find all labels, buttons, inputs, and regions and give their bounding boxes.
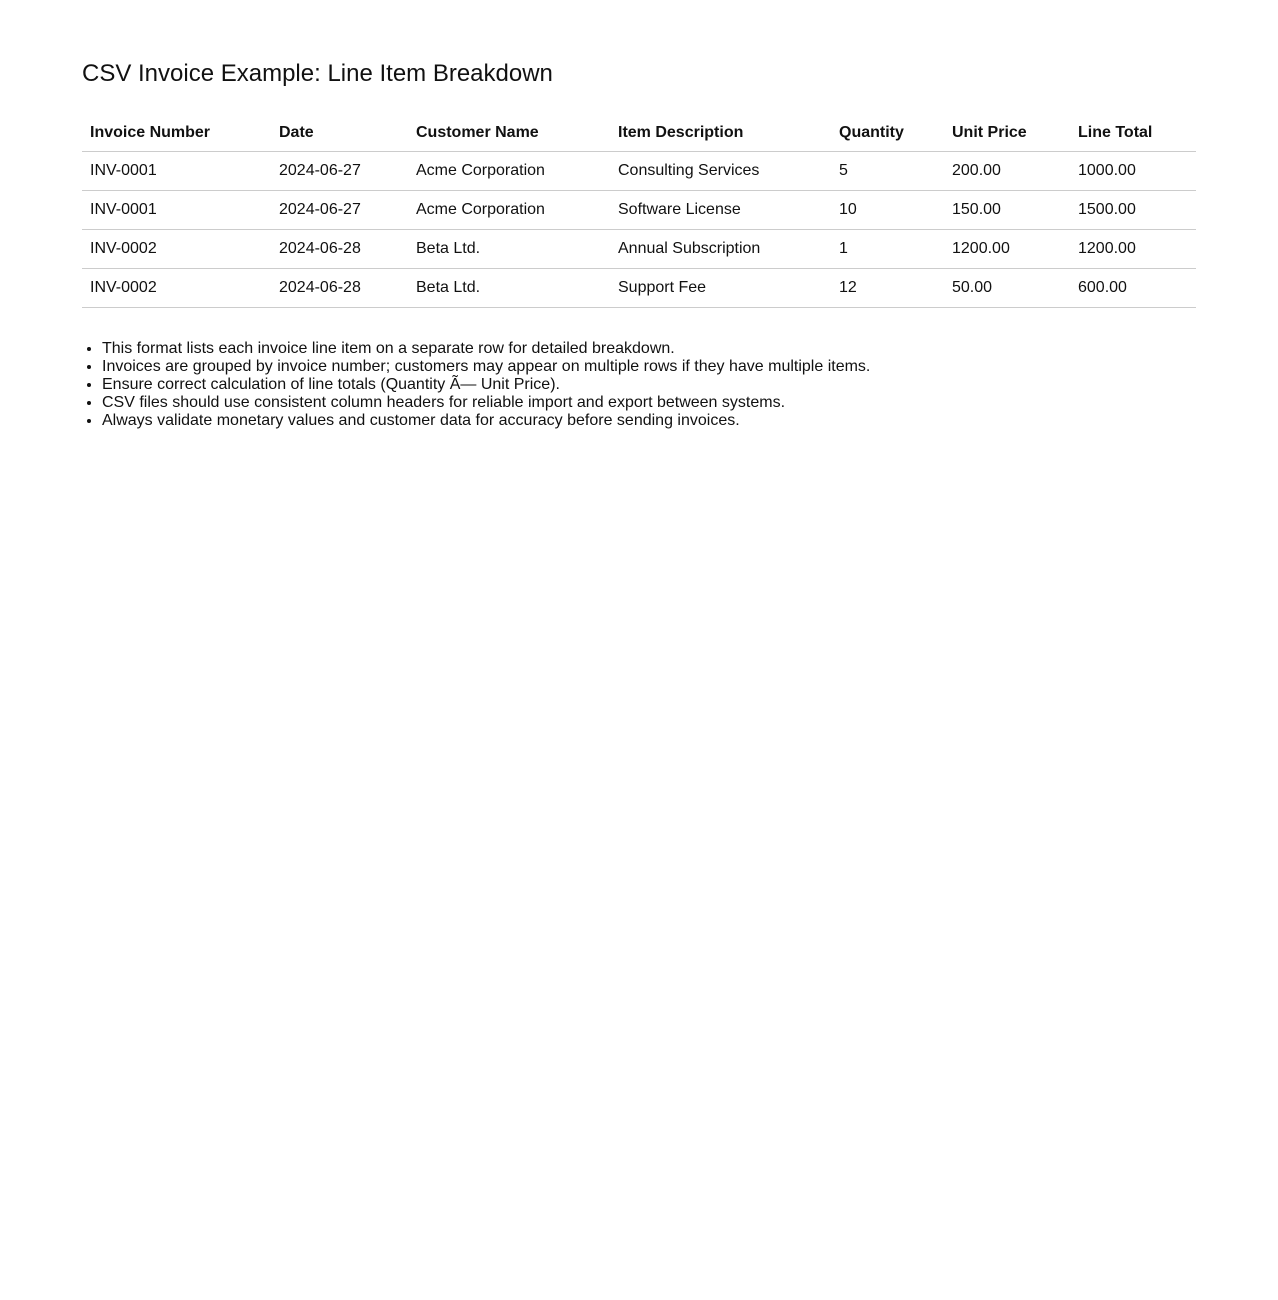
table-header-row <box>82 114 1196 152</box>
header-unit-price: Unit Price <box>944 114 1070 152</box>
header-item-description: Item Description <box>610 114 831 152</box>
cell-customer-name: Acme Corporation <box>408 152 610 191</box>
cell-unit-price: 150.00 <box>944 191 1070 230</box>
table-row <box>82 230 1196 269</box>
cell-date: 2024-06-27 <box>271 191 408 230</box>
cell-unit-price: 200.00 <box>944 152 1070 191</box>
cell-quantity: 12 <box>831 269 944 308</box>
cell-quantity: 5 <box>831 152 944 191</box>
list-item: • Ensure correct calculation of line totals (Quantity Ã— Unit Price). <box>102 376 1196 394</box>
cell-quantity: 10 <box>831 191 944 230</box>
list-item: • Invoices are grouped by invoice number; customers may appear on multiple rows if they have multiple items. <box>102 358 1196 376</box>
list-item: • This format lists each invoice line item on a separate row for detailed breakdown. <box>102 340 1196 358</box>
cell-date: 2024-06-28 <box>271 230 408 269</box>
cell-line-total: 1200.00 <box>1070 230 1196 269</box>
cell-date: 2024-06-27 <box>271 152 408 191</box>
list-item: • Always validate monetary values and customer data for accuracy before sending invoices. <box>102 412 1196 430</box>
cell-item-description: Annual Subscription <box>610 230 831 269</box>
cell-customer-name: Acme Corporation <box>408 191 610 230</box>
cell-invoice-number: INV-0002 <box>82 230 271 269</box>
cell-customer-name: Beta Ltd. <box>408 269 610 308</box>
cell-customer-name: Beta Ltd. <box>408 230 610 269</box>
cell-line-total: 1000.00 <box>1070 152 1196 191</box>
cell-item-description: Support Fee <box>610 269 831 308</box>
cell-item-description: Consulting Services <box>610 152 831 191</box>
notes-list <box>82 340 1196 430</box>
cell-unit-price: 50.00 <box>944 269 1070 308</box>
cell-date: 2024-06-28 <box>271 269 408 308</box>
table-row <box>82 152 1196 191</box>
cell-line-total: 1500.00 <box>1070 191 1196 230</box>
page-title: CSV Invoice Example: Line Item Breakdown <box>82 60 553 87</box>
cell-invoice-number: INV-0002 <box>82 269 271 308</box>
table-row <box>82 269 1196 308</box>
header-quantity: Quantity <box>831 114 944 152</box>
header-customer-name: Customer Name <box>408 114 610 152</box>
cell-unit-price: 1200.00 <box>944 230 1070 269</box>
header-date: Date <box>271 114 408 152</box>
cell-invoice-number: INV-0001 <box>82 191 271 230</box>
cell-invoice-number: INV-0001 <box>82 152 271 191</box>
table-row <box>82 191 1196 230</box>
invoice-table <box>82 114 1196 308</box>
header-invoice-number: Invoice Number <box>82 114 271 152</box>
cell-line-total: 600.00 <box>1070 269 1196 308</box>
header-line-total: Line Total <box>1070 114 1196 152</box>
cell-item-description: Software License <box>610 191 831 230</box>
cell-quantity: 1 <box>831 230 944 269</box>
list-item: • CSV files should use consistent column headers for reliable import and export between systems. <box>102 394 1196 412</box>
invoice-document <box>82 57 1196 430</box>
